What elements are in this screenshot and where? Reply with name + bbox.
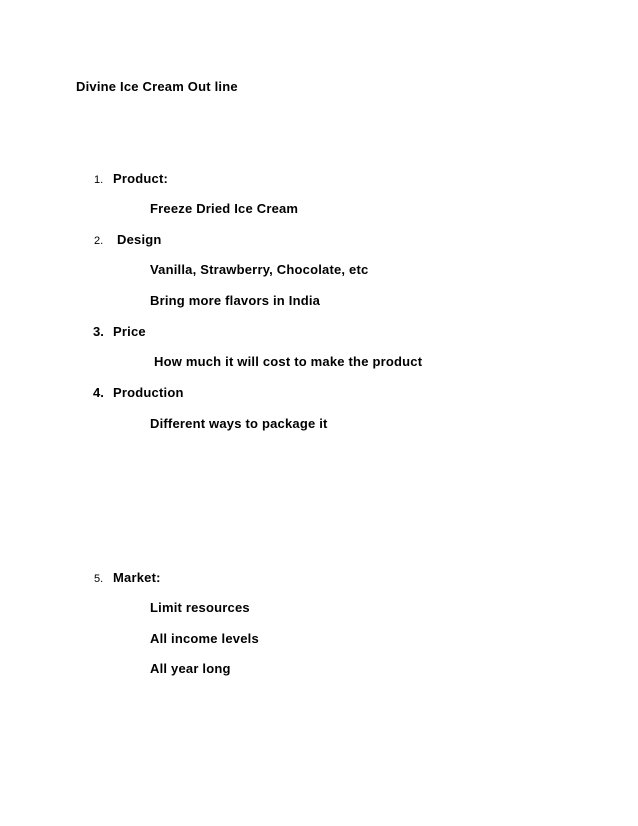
item-detail-production-1: Different ways to package it	[150, 416, 328, 431]
item-detail-design-1: Vanilla, Strawberry, Chocolate, etc	[150, 262, 369, 277]
item-number-4: 4.	[93, 385, 104, 400]
item-number-3: 3.	[93, 324, 104, 339]
item-detail-design-2: Bring more flavors in India	[150, 293, 321, 308]
item-label-product: Product:	[113, 171, 169, 186]
item-label-market: Market:	[113, 570, 161, 585]
item-detail-price-1: How much it will cost to make the product	[154, 354, 423, 369]
item-number-5: 5.	[94, 573, 104, 585]
item-detail-market-1: Limit resources	[150, 600, 250, 615]
document-title: Divine Ice Cream Out line	[76, 79, 238, 94]
item-number-1: 1.	[94, 174, 104, 186]
item-number-2: 2.	[94, 235, 104, 247]
item-detail-market-2: All income levels	[150, 631, 259, 646]
item-detail-market-3: All year long	[150, 661, 231, 676]
item-label-design: Design	[117, 232, 162, 247]
item-label-production: Production	[113, 385, 184, 400]
item-label-price: Price	[113, 324, 146, 339]
item-detail-product-1: Freeze Dried Ice Cream	[150, 201, 299, 216]
